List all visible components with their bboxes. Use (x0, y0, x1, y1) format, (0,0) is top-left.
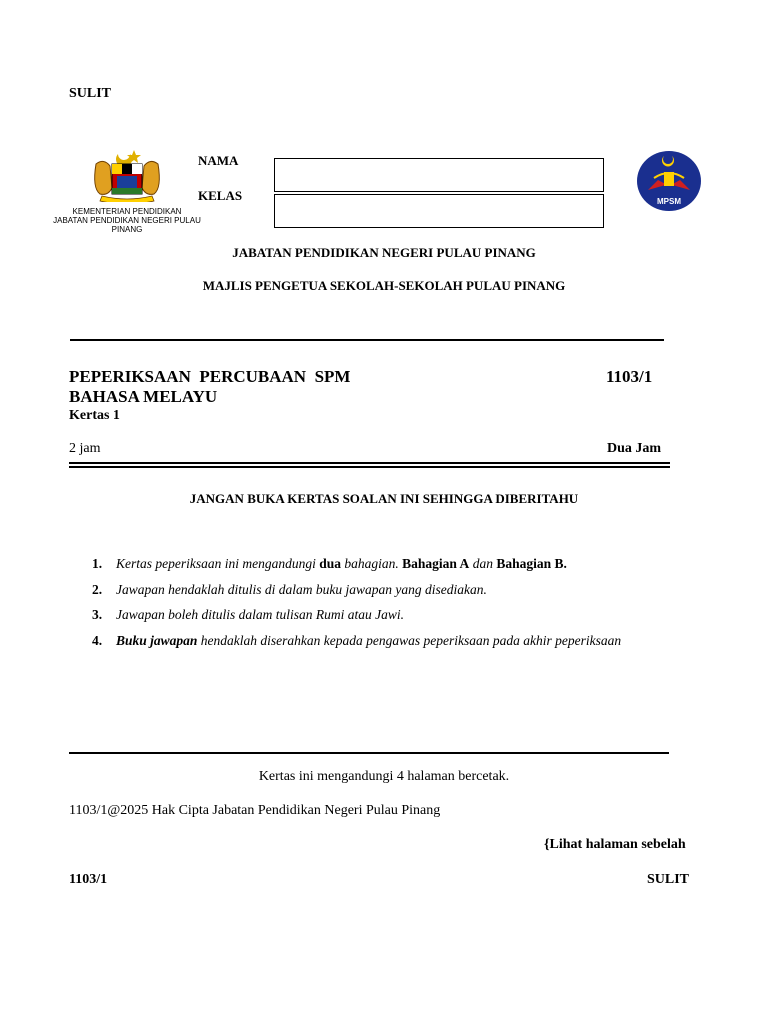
divider-1 (70, 339, 664, 341)
instruction-number: 3. (92, 607, 103, 622)
class-label: KELAS (198, 188, 243, 203)
name-field[interactable] (274, 158, 604, 192)
exam-name: PEPERIKSAAN PERCUBAAN SPM (69, 367, 351, 386)
duration-short: 2 jam (69, 441, 101, 456)
mpsm-logo (636, 150, 702, 212)
instruction-text: Jawapan hendaklah ditulis di dalam buku jawapan yang disediakan. (116, 581, 487, 597)
instruction-part: Bahagian A (402, 556, 470, 571)
instruction-item (92, 582, 621, 608)
see-next-page: {Lihat halaman sebelah (544, 837, 686, 852)
instruction-number: 1. (92, 556, 103, 571)
footer-code: 1103/1 (69, 872, 108, 887)
crest-logo (46, 146, 208, 234)
instruction-part: bahagian. (341, 556, 403, 571)
instruction-text (116, 633, 621, 659)
divider-2a (69, 462, 670, 464)
instruction-number: 2. (92, 581, 103, 597)
instruction-part: dan (469, 556, 497, 571)
instruction-part: Buku jawapan (116, 632, 198, 648)
exam-paper: Kertas 1 (69, 408, 120, 423)
pages-note: Kertas ini mengandungi 4 halaman bercetak. (258, 769, 510, 784)
exam-code: 1103/1 (606, 367, 653, 386)
instructions-list (92, 556, 621, 658)
instruction-text: Jawapan boleh ditulis dalam tulisan Rumi atau Jawi. (116, 607, 404, 622)
instruction-text (116, 556, 567, 582)
name-label: NAMA (198, 153, 239, 168)
instruction-part: Kertas peperiksaan ini mengandungi (116, 556, 320, 571)
instruction-number: 4. (92, 632, 103, 648)
copyright-text: 1103/1@2025 Hak Cipta Jabatan Pendidikan Negeri Pulau Pinang (69, 803, 441, 818)
instruction-part: Bahagian B. (496, 556, 567, 571)
class-field[interactable] (274, 194, 604, 228)
divider-2b (69, 466, 670, 468)
warning-text: JANGAN BUKA KERTAS SOALAN INI SEHINGGA DIBERITAHU (189, 491, 579, 506)
exam-subject: BAHASA MELAYU (69, 387, 218, 406)
instruction-part: dua (319, 556, 342, 571)
classification-bottom: SULIT (647, 872, 690, 887)
divider-3 (69, 752, 669, 754)
malaysia-coat-of-arms-icon (46, 146, 208, 202)
instruction-item (92, 556, 621, 582)
duration-long: Dua Jam (607, 441, 662, 456)
title-line-1: JABATAN PENDIDIKAN NEGERI PULAU PINANG (232, 245, 536, 260)
crest-line-1: KEMENTERIAN PENDIDIKAN (72, 207, 182, 216)
instruction-item (92, 633, 621, 659)
instruction-part: hendaklah diserahkan kepada pengawas peperiksaan pada akhir peperiksaan (197, 632, 622, 648)
mpsm-label: MPSM (657, 197, 681, 206)
instruction-item (92, 607, 621, 633)
mpsm-logo-icon (636, 150, 702, 212)
title-line-2: MAJLIS PENGETUA SEKOLAH-SEKOLAH PULAU PINANG (202, 278, 566, 293)
crest-line-2: JABATAN PENDIDIKAN NEGERI PULAU PINANG (53, 216, 201, 234)
classification-top: SULIT (69, 86, 112, 101)
